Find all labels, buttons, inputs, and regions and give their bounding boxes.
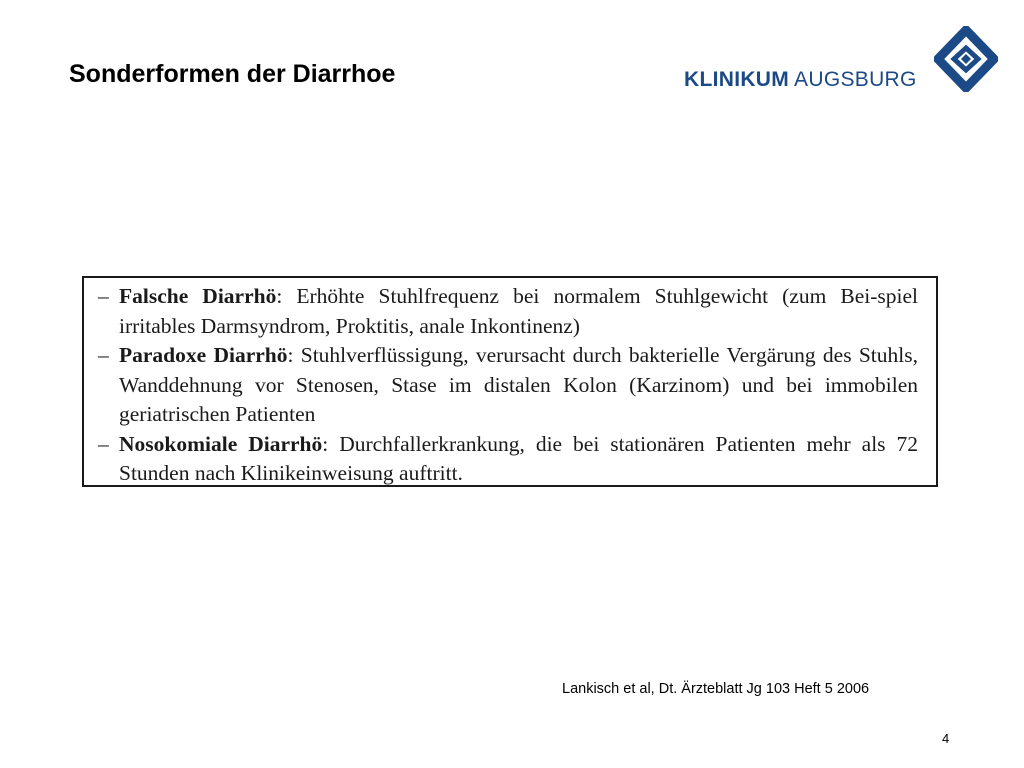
dash-bullet: – [98, 284, 109, 308]
definition-term: Falsche Diarrhö [119, 284, 277, 308]
klinikum-augsburg-logo [684, 26, 996, 96]
slide-title: Sonderformen der Diarrhoe [69, 60, 396, 88]
logo-word-klinikum: KLINIKUM [684, 68, 790, 91]
definition-item-nosokomiale-diarrhoe [98, 430, 918, 489]
dash-bullet: – [98, 431, 109, 456]
definition-text: : Durchfallerkrankung, die bei stationären Patienten mehr als 72 Stunden nach Klinikeinweisung auftritt. [119, 431, 918, 485]
definition-text: : Erhöhte Stuhlfrequenz bei normalem Stuhlgewicht (zum Bei-spiel irritables Darmsyndrom, Proktitis, anale Inkontinenz) [119, 284, 919, 338]
source-citation: Lankisch et al, Dt. Ärzteblatt Jg 103 Heft 5 2006 [562, 681, 870, 697]
definition-box [82, 276, 938, 487]
definition-item-falsche-diarrhoe [98, 282, 918, 341]
diamond-logo-icon [934, 26, 998, 92]
definition-text: : Stuhlverflüssigung, verursacht durch bakterielle Vergärung des Stuhls, Wanddehnung vor Stenosen, Stase im distalen Kolon (Karzinom) und bei immobilen geriatrischen Patienten [119, 343, 919, 426]
page-number: 4 [942, 731, 950, 746]
definition-term: Nosokomiale Diarrhö [119, 431, 323, 456]
logo-wordmark [684, 68, 917, 92]
logo-word-augsburg: AUGSBURG [794, 68, 917, 91]
definition-term: Paradoxe Diarrhö [119, 343, 288, 367]
dash-bullet: – [98, 343, 109, 367]
definition-item-paradoxe-diarrhoe [98, 341, 918, 430]
